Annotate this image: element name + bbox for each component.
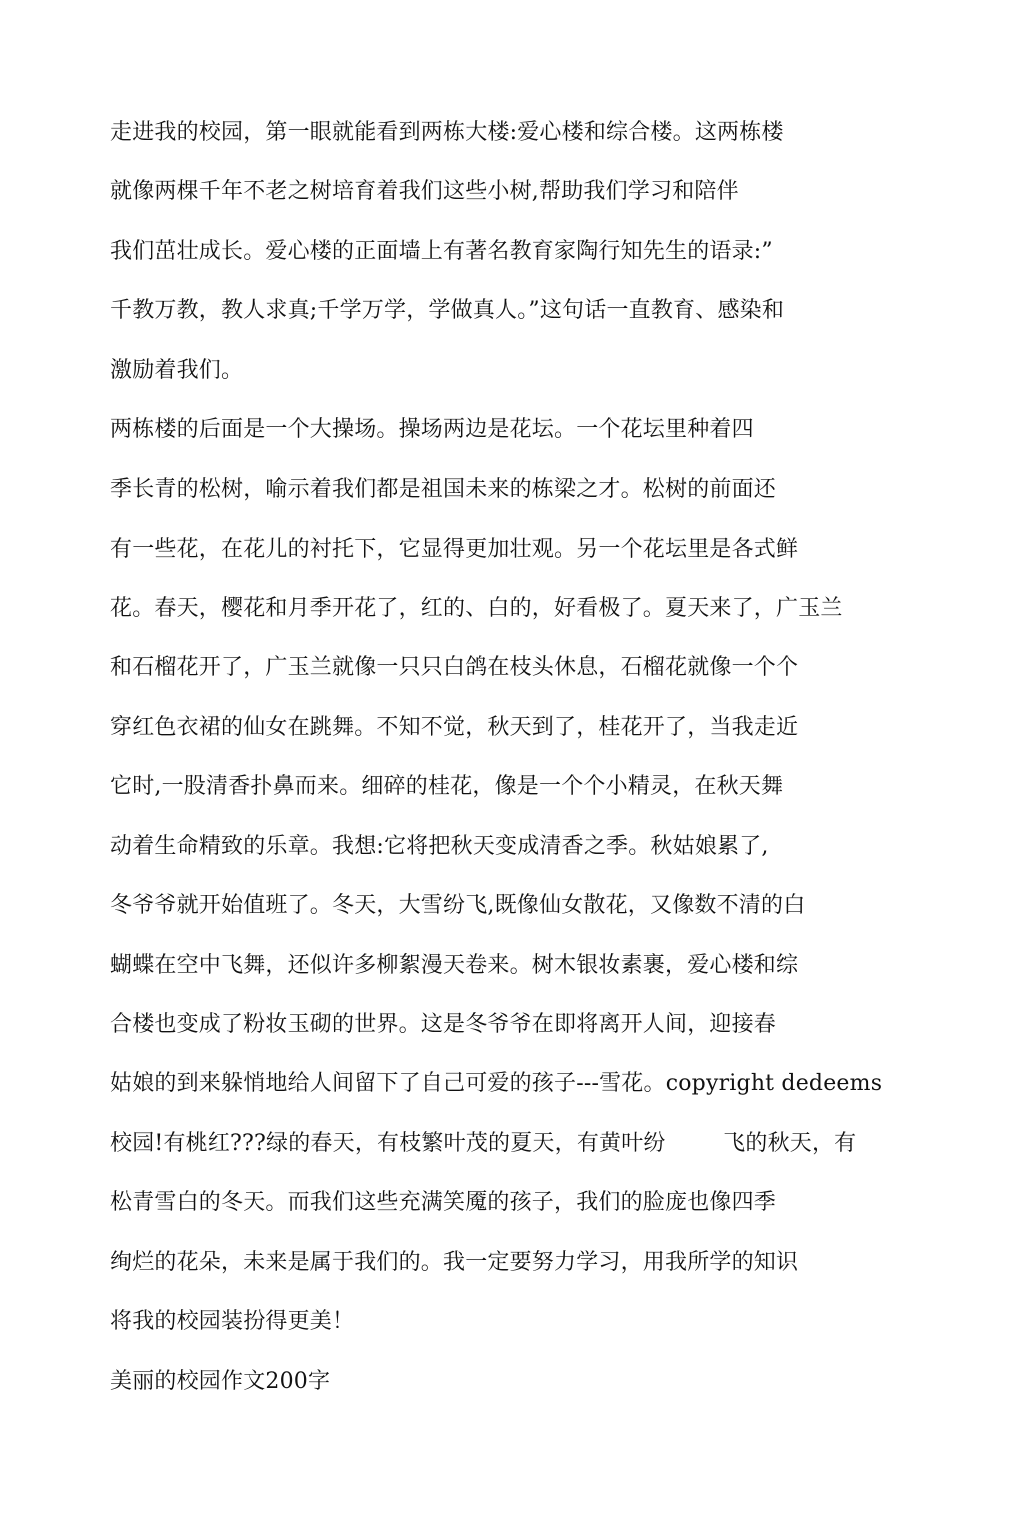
text-line: 校园!有桃红???绿的春天，有枝繁叶茂的夏天，有黄叶纷 飞的秋天，有 [110,1131,857,1156]
text-line: 有一些花，在花儿的衬托下，它显得更加壮观。另一个花坛里是各式鲜 [110,537,799,562]
text-line: 冬爷爷就开始值班了。冬天，大雪纷飞,既像仙女散花，又像数不清的白 [110,893,806,918]
text-line: 和石榴花开了，广玉兰就像一只只白鸽在枝头休息，石榴花就像一个个 [110,655,799,680]
text-line: 将我的校园装扮得更美！ [110,1309,355,1334]
section-title: 美丽的校园作文200字 [110,1369,331,1394]
text-line: 动着生命精致的乐章。我想:它将把秋天变成清香之季。秋姑娘累了, [110,834,769,859]
text-line: 它时,一股清香扑鼻而来。细碎的桂花，像是一个个小精灵，在秋天舞 [110,774,784,799]
text-line: 走进我的校园，第一眼就能看到两栋大楼:爱心楼和综合楼。这两栋楼 [110,120,784,145]
text-line: 两栋楼的后面是一个大操场。操场两边是花坛。一个花坛里种着四 [110,417,754,442]
text-line: 千教万教，教人求真;千学万学，学做真人。”这句话一直教育、感染和 [110,298,785,323]
text-line: 绚烂的花朵，未来是属于我们的。我一定要努力学习，用我所学的知识 [110,1250,799,1275]
text-line: 姑娘的到来躲悄地给人间留下了自己可爱的孩子---雪花。copyright dedeems [110,1071,883,1096]
text-line: 激励着我们。 [110,358,244,383]
text-line: 季长青的松树，喻示着我们都是祖国未来的栋梁之才。松树的前面还 [110,477,777,502]
text-line: 我们茁壮成长。爱心楼的正面墙上有著名教育家陶行知先生的语录:” [110,239,773,264]
text-line: 就像两棵千年不老之树培育着我们这些小树,帮助我们学习和陪伴 [110,179,739,204]
text-line: 穿红色衣裙的仙女在跳舞。不知不觉，秋天到了，桂花开了，当我走近 [110,715,799,740]
text-line: 蝴蝶在空中飞舞，还似许多柳絮漫天卷来。树木银妆素裹，爱心楼和综 [110,953,799,978]
text-line: 松青雪白的冬天。而我们这些充满笑魇的孩子，我们的脸庞也像四季 [110,1190,777,1215]
text-line: 合楼也变成了粉妆玉砌的世界。这是冬爷爷在即将离开人间，迎接春 [110,1012,777,1037]
text-line: 花。春天，樱花和月季开花了，红的、白的，好看极了。夏天来了，广玉兰 [110,596,843,621]
